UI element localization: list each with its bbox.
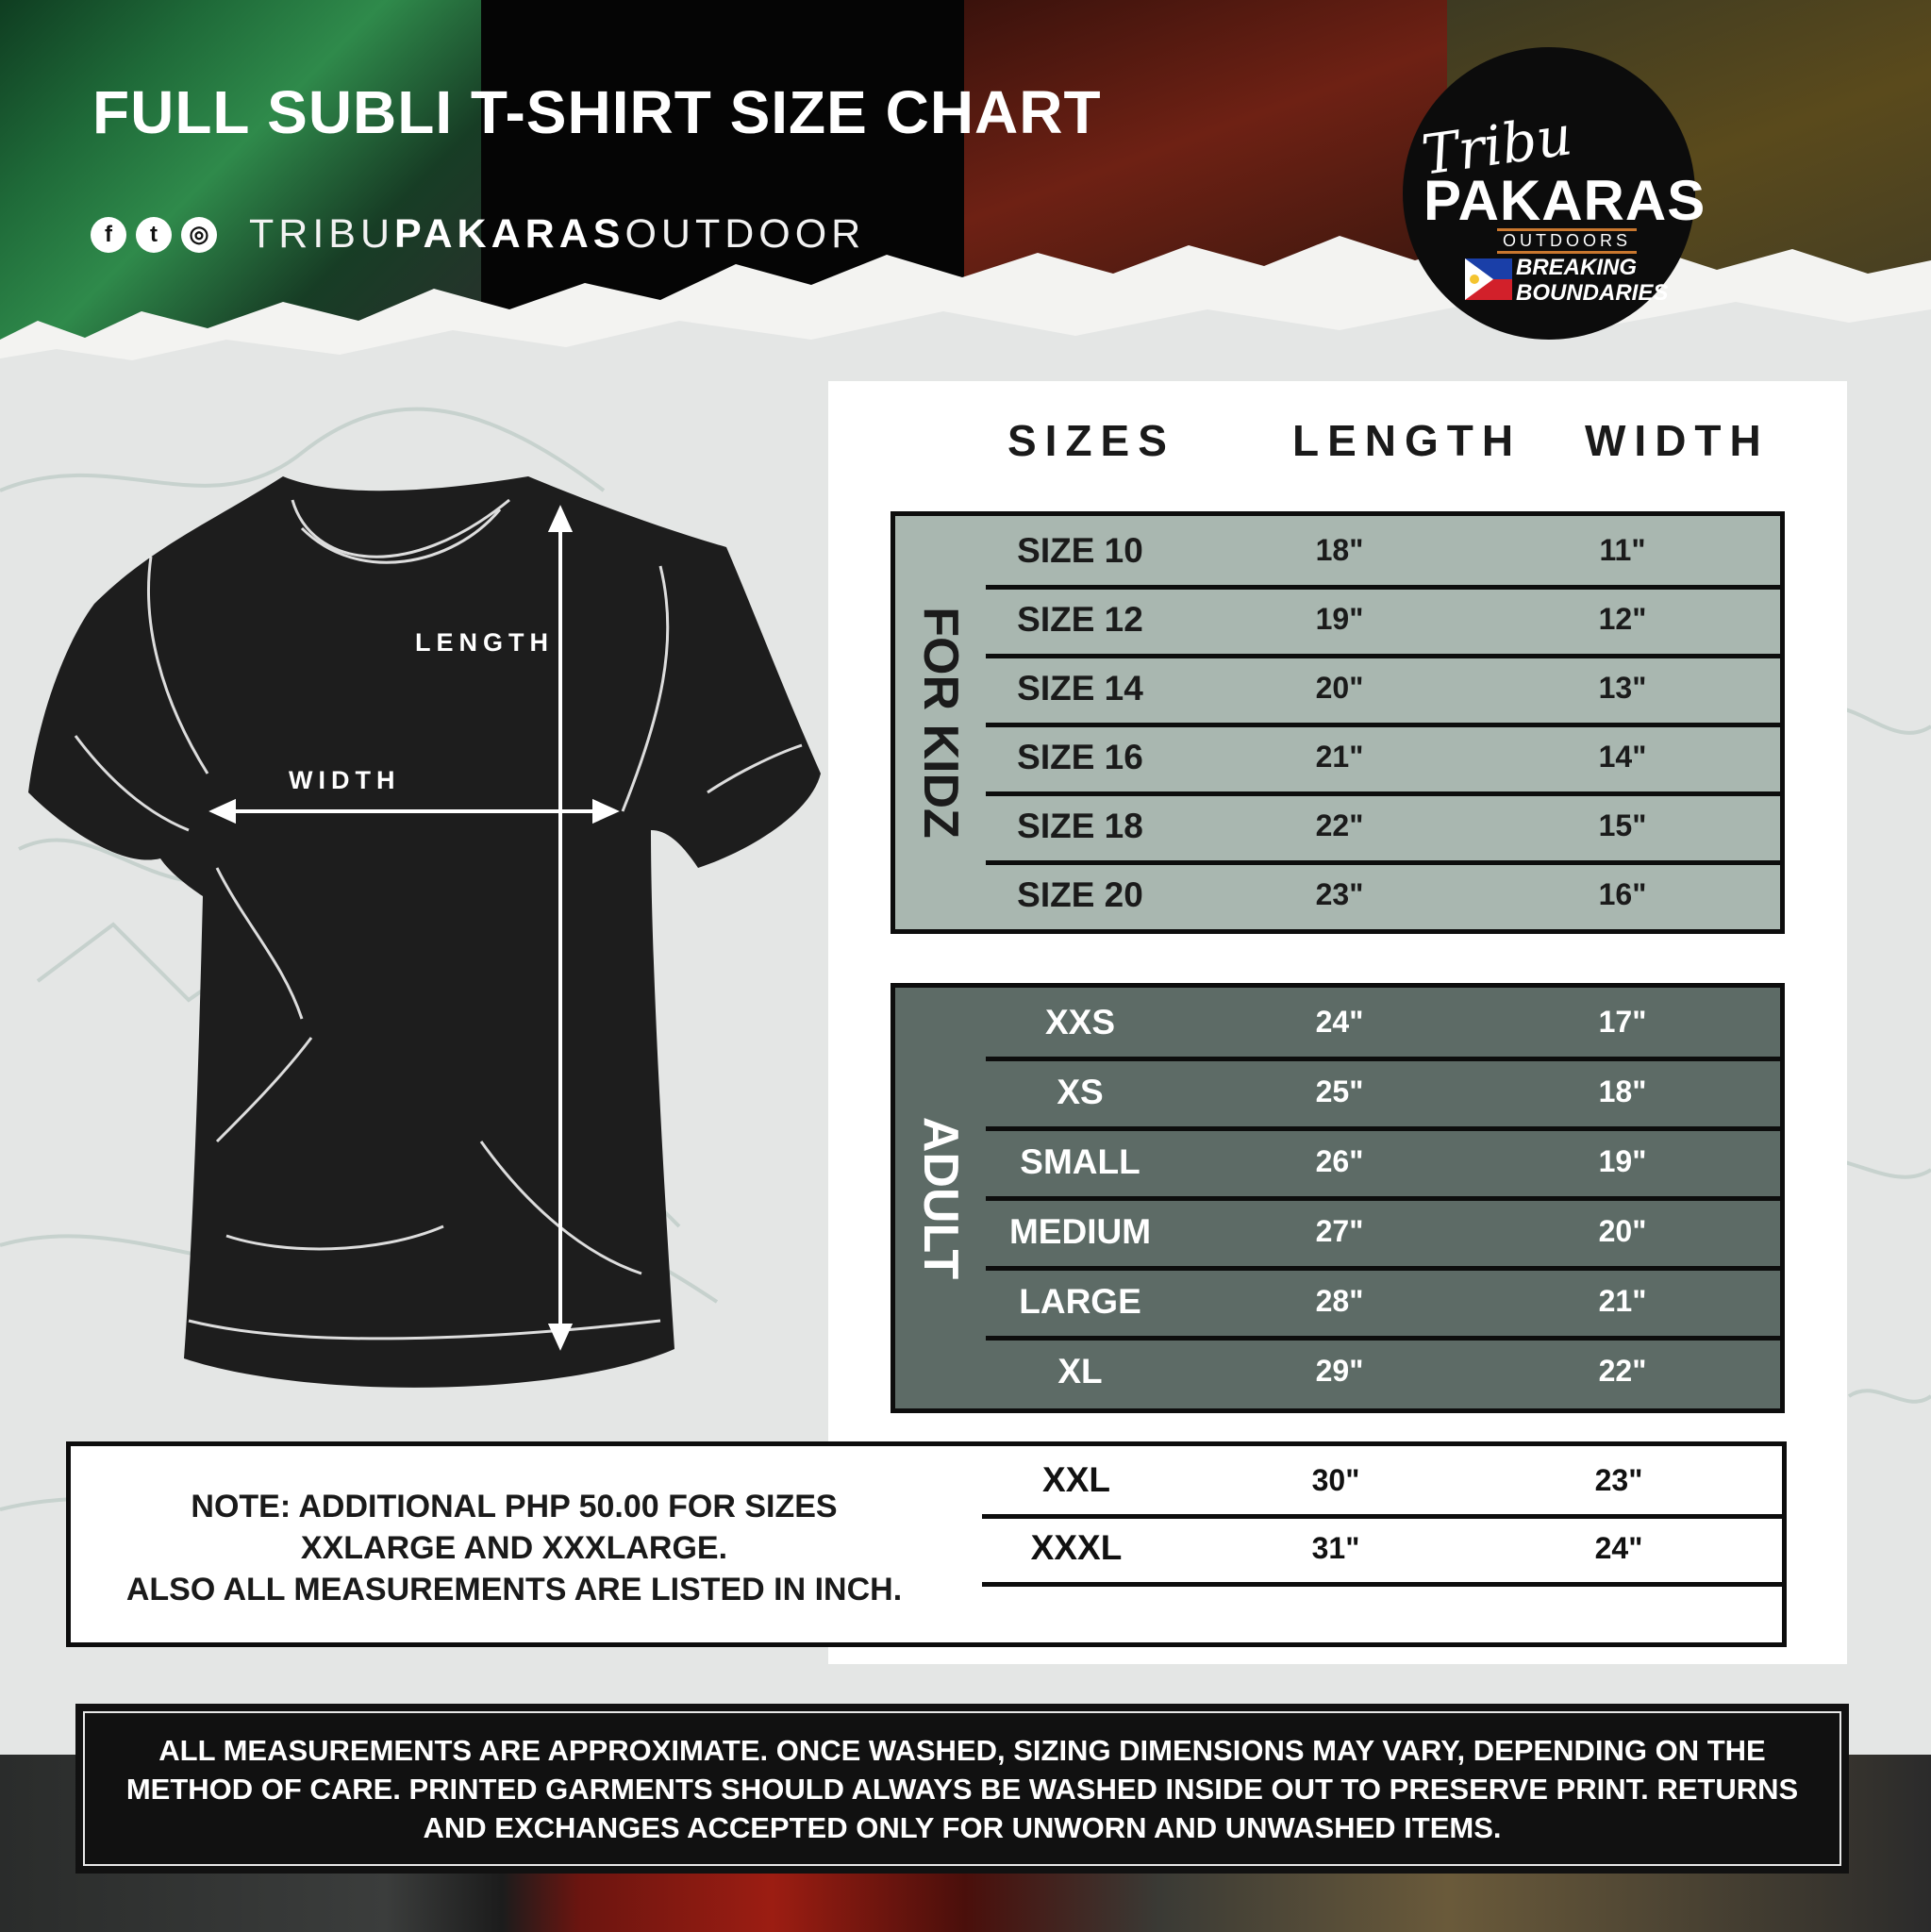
table-row	[986, 1267, 1780, 1341]
logo-script-text: Tribu	[1418, 103, 1576, 188]
width-cell: 18"	[1598, 1074, 1647, 1108]
disclaimer-text: ALL MEASUREMENTS ARE APPROXIMATE. ONCE WASHED, SIZING DIMENSIONS MAY VARY, DEPENDING ON THE METHOD OF CARE. PRINTED GARMENTS SHOULD ALWAYS BE WASHED INSIDE OUT TO PRESERVE PRINT. RETURNS AND EXCHANGES ACCEPTED ONLY FOR UNWORN AND UNWASHED ITEMS.	[125, 1733, 1799, 1844]
disclaimer-box	[75, 1704, 1849, 1874]
size-cell: XXL	[1042, 1460, 1110, 1499]
length-cell: 26"	[1315, 1144, 1364, 1178]
social-handle	[249, 211, 865, 258]
table-row	[986, 723, 1780, 796]
length-cell: 27"	[1315, 1214, 1364, 1248]
width-cell: 16"	[1598, 877, 1647, 911]
width-cell: 20"	[1598, 1214, 1647, 1248]
logo-tagline-line2: BOUNDARIES	[1516, 280, 1669, 306]
disclaimer-frame	[83, 1711, 1841, 1866]
size-cell: SIZE 18	[1017, 807, 1143, 845]
width-cell: 23"	[1594, 1463, 1643, 1497]
size-cell: LARGE	[1019, 1282, 1141, 1321]
length-cell: 21"	[1315, 740, 1364, 774]
length-cell: 18"	[1315, 533, 1364, 567]
size-cell: XL	[1057, 1352, 1103, 1391]
table-row	[986, 516, 1780, 590]
note-box	[66, 1441, 1787, 1647]
twitter-icon: t	[136, 217, 172, 253]
size-cell: SIZE 12	[1017, 600, 1143, 639]
note-text	[71, 1486, 957, 1610]
logo-tagline-line1: BREAKING	[1516, 255, 1638, 280]
width-cell: 11"	[1599, 533, 1646, 567]
handle-prefix: TRIBU	[249, 211, 394, 257]
length-cell: 22"	[1315, 808, 1364, 842]
note-line-1: NOTE: ADDITIONAL PHP 50.00 FOR SIZES	[191, 1489, 838, 1524]
size-cell: SIZE 10	[1017, 531, 1143, 570]
handle-bold: PAKARAS	[394, 211, 625, 257]
table-row	[982, 1514, 1787, 1587]
width-cell: 12"	[1598, 602, 1647, 636]
width-label: WIDTH	[289, 766, 401, 794]
tshirt-silhouette	[28, 476, 821, 1388]
length-cell: 23"	[1315, 877, 1364, 911]
width-cell: 19"	[1598, 1144, 1647, 1178]
instagram-icon: ◎	[181, 217, 217, 253]
length-cell: 19"	[1315, 602, 1364, 636]
width-cell: 24"	[1594, 1531, 1643, 1565]
table-row	[986, 988, 1780, 1061]
facebook-icon: f	[91, 217, 126, 253]
philippine-flag-icon	[1465, 258, 1512, 300]
handle-suffix: OUTDOOR	[624, 211, 866, 257]
length-cell: 24"	[1315, 1005, 1364, 1039]
length-cell: 30"	[1311, 1463, 1360, 1497]
table-row	[986, 654, 1780, 727]
adult-size-group	[891, 983, 1785, 1413]
brand-logo	[1403, 47, 1706, 340]
kidz-size-group	[891, 511, 1785, 934]
width-cell: 14"	[1598, 740, 1647, 774]
length-cell: 20"	[1315, 671, 1364, 705]
table-row	[986, 1197, 1780, 1271]
size-cell: XXXL	[1030, 1528, 1123, 1567]
table-row	[986, 1127, 1780, 1201]
column-header-sizes: SIZES	[1007, 416, 1175, 465]
size-cell: SIZE 14	[1017, 669, 1143, 708]
size-cell: XXS	[1044, 1003, 1116, 1041]
page-title: FULL SUBLI T-SHIRT SIZE CHART	[92, 78, 1102, 146]
table-row	[986, 1058, 1780, 1131]
length-cell: 25"	[1315, 1074, 1364, 1108]
note-line-3: ALSO ALL MEASUREMENTS ARE LISTED IN INCH.	[125, 1572, 903, 1607]
length-cell: 28"	[1315, 1284, 1364, 1318]
kidz-label-text: FOR KIDZ	[913, 607, 968, 839]
social-bar	[91, 211, 865, 258]
adult-label-text: ADULT	[913, 1116, 968, 1280]
table-row	[982, 1446, 1787, 1519]
size-cell: SIZE 20	[1017, 875, 1143, 914]
width-cell: 13"	[1598, 671, 1647, 705]
table-row	[986, 791, 1780, 865]
table-row	[986, 585, 1780, 658]
column-header-width: WIDTH	[1585, 416, 1770, 465]
width-cell: 22"	[1598, 1354, 1647, 1388]
logo-tagline	[1516, 255, 1668, 306]
adult-group-label	[895, 988, 986, 1408]
size-cell: MEDIUM	[1008, 1212, 1152, 1251]
length-cell: 31"	[1311, 1531, 1360, 1565]
width-cell: 17"	[1598, 1005, 1647, 1039]
note-line-2: XXLARGE AND XXXLARGE.	[300, 1530, 728, 1566]
logo-main-text: PAKARAS	[1423, 169, 1706, 232]
length-label: LENGTH	[415, 628, 554, 657]
table-row	[986, 860, 1780, 929]
table-row	[986, 1337, 1780, 1406]
size-cell: SMALL	[1020, 1142, 1140, 1181]
column-header-length: LENGTH	[1292, 416, 1523, 465]
width-cell: 21"	[1598, 1284, 1647, 1318]
logo-sub-text: OUTDOORS	[1497, 228, 1637, 254]
length-cell: 29"	[1315, 1354, 1364, 1388]
width-cell: 15"	[1598, 808, 1647, 842]
tshirt-diagram	[0, 443, 849, 1415]
header-banner	[0, 0, 1931, 377]
size-cell: XS	[1057, 1073, 1104, 1111]
size-cell: SIZE 16	[1017, 738, 1143, 776]
kidz-group-label	[895, 516, 986, 929]
